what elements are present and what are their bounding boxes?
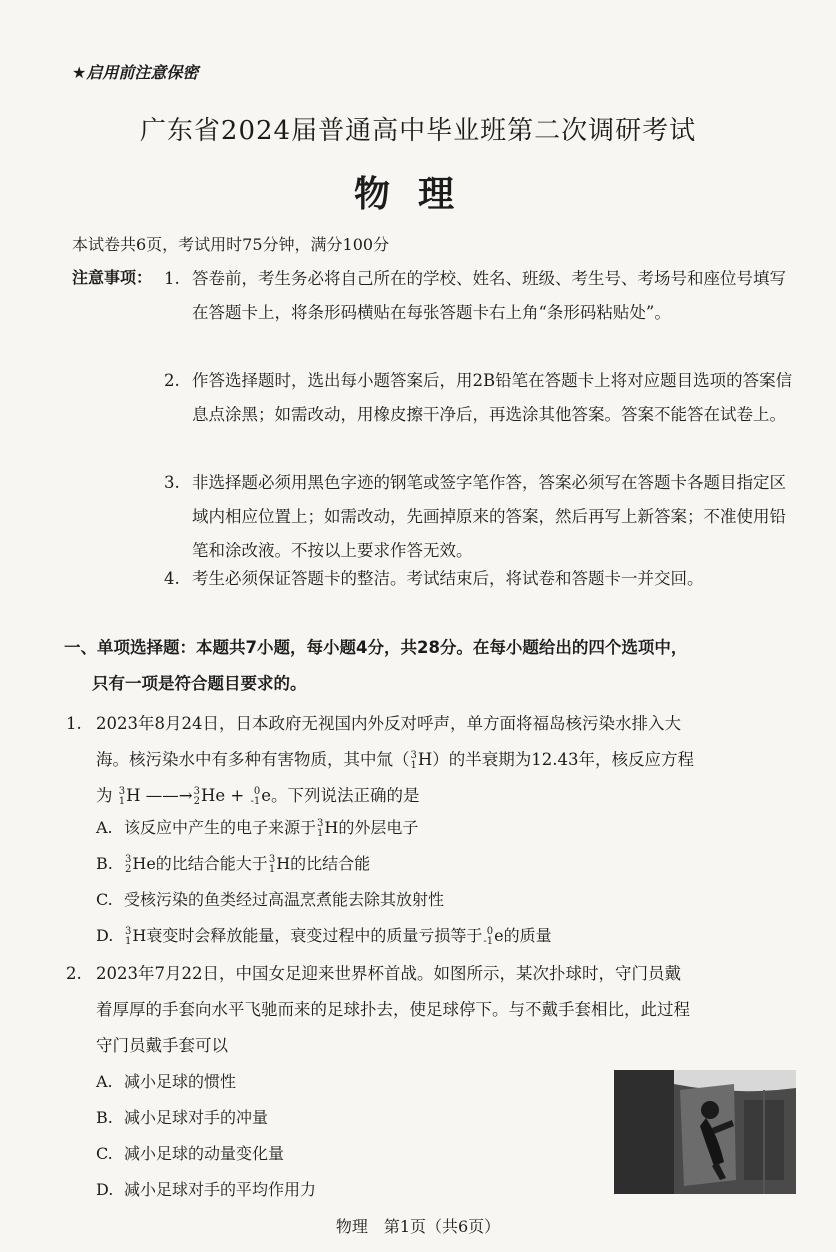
question-stem-line [96,778,796,814]
subject-title: 物理 [353,173,482,215]
notice-item-3 [164,466,804,568]
nuclide-symbol: H [132,926,147,945]
option-text: 减小足球的惯性 [124,1072,237,1091]
nuclide-symbol: e [494,926,504,945]
stem-text: 。下列说法正确的是 [270,786,420,805]
option-label: B. [96,854,113,873]
option-label: A. [96,818,113,837]
nuclide-helium: 3 2 [193,785,200,807]
notice-item-number: 4. [164,569,180,588]
nuclide-symbol: He [132,854,156,873]
section-heading-line: 一、单项选择题：本题共7小题，每小题4分，共28分。在每小题给出的四个选项中， [64,638,688,657]
option-text: 减小足球对手的平均作用力 [124,1180,317,1199]
plus-sign: + [230,786,245,805]
option-text: 该反应中产生的电子来源于 [124,818,317,837]
q2-option-a [96,1064,236,1100]
option-text: 受核污染的鱼类经过高温烹煮能去除其放射性 [124,890,445,909]
option-label: A. [96,1072,113,1091]
option-label: D. [96,1180,114,1199]
question-2 [66,956,806,1064]
question-stem [96,706,796,814]
notice-item-text: 考生必须保证答题卡的整洁。考试结束后，将试卷和答题卡一并交回。 [192,569,704,588]
notice-item-text: 非选择题必须用黑色字迹的钢笔或签字笔作答，答案必须写在答题卡各题目指定区域内相应位置上；如需改动，先画掉原来的答案，然后再写上新答案；不准使用铅笔和涂改液。不按以上要求作答无效。 [192,473,786,560]
notice-item-text: 答卷前，考生务必将自己所在的学校、姓名、班级、考生号、考场号和座位号填写在答题卡上，将条形码横贴在每张答题卡右上角“条形码粘贴处”。 [192,269,786,322]
q2-option-c [96,1136,284,1172]
question-stem-line: 着厚厚的手套向水平飞驰而来的足球扑去，使足球停下。与不戴手套相比，此过程 [96,1000,690,1019]
notice-item-number: 1. [164,269,180,288]
notice-item-2 [164,364,804,466]
question-stem [96,956,796,1064]
q1-option-c [96,882,444,918]
nuclide-symbol: He [200,786,226,805]
stem-text: ）的半衰期为12.43年，核反应方程 [432,750,695,769]
option-text: 的外层电子 [338,818,419,837]
q1-option-a: A. 该反应中产生的电子来源于 3 1 H的外层电子 [96,810,418,846]
notice-label: 注意事项： [72,268,153,287]
option-label: B. [96,1108,113,1127]
goalkeeper-photo-graphic [614,1070,796,1194]
option-text: 减小足球对手的冲量 [124,1108,269,1127]
question-number: 2. [66,964,82,983]
option-text: 衰变时会释放能量，衰变过程中的质量亏损等于 [146,926,483,945]
q1-option-d: D. 3 1 H衰变时会释放能量，衰变过程中的质量亏损等于 0 -1 e的质量 [96,918,552,954]
section-heading [64,630,804,702]
page-footer: 物理 第1页（共6页） [335,1217,501,1236]
nuclide-electron: 0 -1 [250,785,261,807]
nuclide-tritium: 3 1 [410,749,417,771]
notice-item-number: 3. [164,473,180,492]
nuclide-symbol: H [417,750,433,769]
section-heading-line: 只有一项是符合题目要求的。 [92,674,307,693]
option-text: 的比结合能 [290,854,371,873]
question-stem-line: 2023年7月22日，中国女足迎来世界杯首战。如图所示，某次扑球时，守门员戴 [96,964,681,983]
nuclide-symbol: e [261,786,271,805]
notice-item-4 [164,562,804,596]
nuclide-symbol: H [126,786,141,805]
confidential-notice: ★启用前注意保密 [72,63,199,82]
reaction-arrow: ——→ [145,786,193,805]
question-stem-line [96,742,796,778]
nuclide-symbol: H [324,818,339,837]
option-text: 减小足球的动量变化量 [124,1144,285,1163]
notice-item-text: 作答选择题时，选出每小题答案后，用2B铅笔在答题卡上将对应题目选项的答案信息点涂黑；如需改动，用橡皮擦干净后，再选涂其他答案。答案不能答在试卷上。 [192,371,793,424]
notice-item-1 [164,262,804,364]
q2-option-d [96,1172,316,1208]
question-number: 1. [66,714,82,733]
stem-text: 海。核污染水中有多种有害物质，其中氚（ [96,750,410,769]
stem-text: 为 [96,786,113,805]
exam-info: 本试卷共6页，考试用时75分钟，满分100分 [72,235,390,254]
option-label: C. [96,890,113,909]
exam-title: 广东省2024届普通高中毕业班第二次调研考试 [139,116,697,146]
question-1 [66,706,806,814]
option-text: 的质量 [503,926,552,945]
question-stem-line: 守门员戴手套可以 [96,1036,228,1055]
option-label: C. [96,1144,113,1163]
option-text: 的比结合能大于 [155,854,268,873]
notice-item-number: 2. [164,371,180,390]
nuclide-tritium: 3 1 [118,785,126,807]
question-stem-line: 2023年8月24日，日本政府无视国内外反对呼声，单方面将福岛核污染水排入大 [96,714,681,733]
option-label: D. [96,926,114,945]
goalkeeper-photo [614,1070,796,1194]
q1-option-b: B. 3 2 He的比结合能大于 3 1 H的比结合能 [96,846,370,882]
q2-option-b [96,1100,268,1136]
nuclide-symbol: H [276,854,291,873]
